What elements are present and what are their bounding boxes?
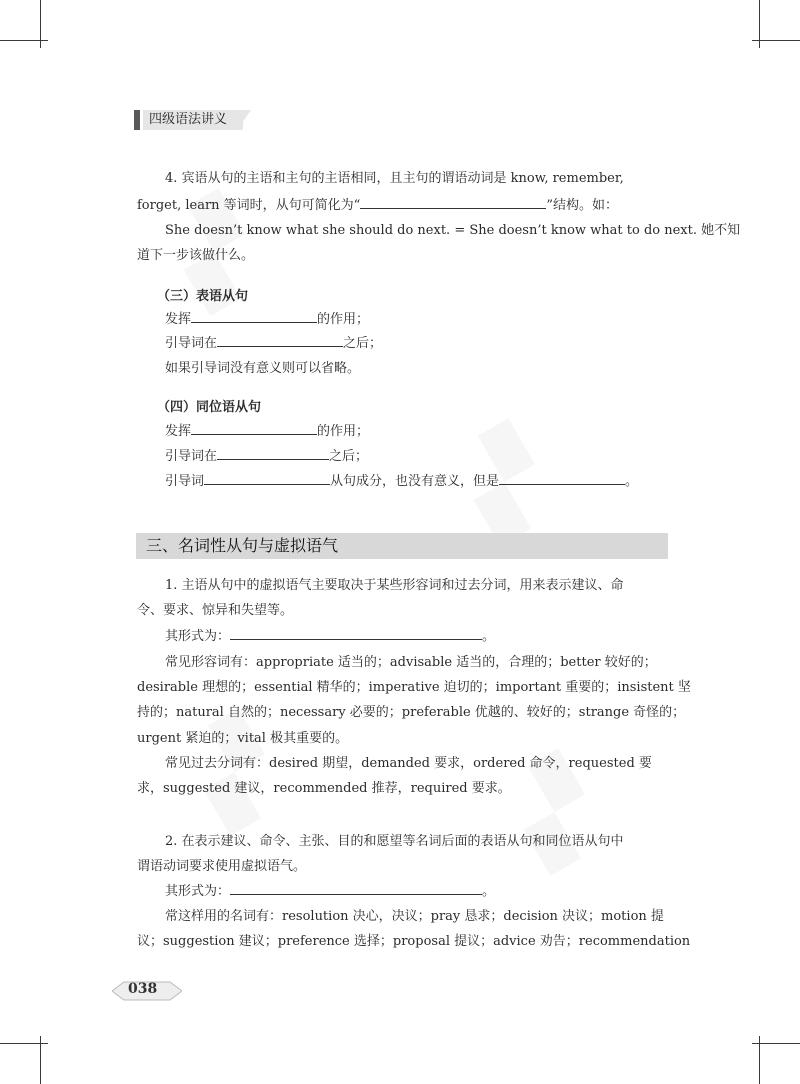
appositive-line2 <box>165 444 368 469</box>
crop-mark-top-left-h <box>0 40 48 41</box>
item4-line2-pre: forget, learn 等词时，从句可简化为“ <box>137 198 361 213</box>
appositive-line1 <box>165 419 369 444</box>
predicative-title: （三）表语从句 <box>157 289 249 304</box>
s3-form-line <box>165 624 495 649</box>
item4-line1: 4. 宾语从句的主语和主句的主语相同，且主句的谓语动词是 know, remember, <box>165 171 624 186</box>
crop-mark-bottom-left-h <box>0 1043 48 1044</box>
crop-mark-top-right-h <box>752 40 800 41</box>
answer-blank[interactable] <box>191 422 317 435</box>
item4-line2 <box>137 193 618 218</box>
item4-line2-post: ”结构。如： <box>546 198 618 213</box>
appositive-line3-post: 。 <box>625 474 639 489</box>
answer-blank[interactable] <box>217 447 329 460</box>
s3-pp-line1: 常见过去分词有：desired 期望，demanded 要求，ordered 命令，requested 要 <box>165 756 652 771</box>
s3-form2-pre: 其形式为： <box>165 884 231 899</box>
predicative-line1 <box>165 307 369 332</box>
running-head <box>134 110 246 130</box>
predicative-line2 <box>165 331 382 356</box>
s3-form2-post: 。 <box>482 884 496 899</box>
s3-p2-line1: 2. 在表示建议、命令、主张、目的和愿望等名词后面的表语从句和同位语从句中 <box>165 834 624 849</box>
s3-form-pre: 其形式为： <box>165 629 231 644</box>
appositive-title: （四）同位语从句 <box>157 400 262 415</box>
s3-noun-line1: 常这样用的名词有：resolution 决心，决议；pray 恳求；decision 决议；motion 提 <box>165 909 664 924</box>
page-number-badge <box>112 980 182 1002</box>
appositive-line1-post: 的作用； <box>317 424 370 439</box>
section-heading: 三、名词性从句与虚拟语气 <box>136 533 668 559</box>
s3-form-post: 。 <box>482 629 496 644</box>
appositive-line2-post: 之后； <box>329 449 369 464</box>
appositive-line3-pre: 引导词 <box>165 474 205 489</box>
predicative-line1-post: 的作用； <box>317 312 370 327</box>
s3-adj-line4: urgent 紧迫的；vital 极其重要的。 <box>137 731 349 746</box>
answer-blank[interactable] <box>230 627 482 640</box>
predicative-line2-post: 之后； <box>343 336 383 351</box>
answer-blank[interactable] <box>360 196 546 209</box>
answer-blank[interactable] <box>191 310 317 323</box>
appositive-line1-pre: 发挥 <box>165 424 192 439</box>
running-head-wedge <box>237 110 251 130</box>
predicative-line1-pre: 发挥 <box>165 312 192 327</box>
answer-blank[interactable] <box>217 334 343 347</box>
running-head-label: 四级语法讲义 <box>143 110 243 130</box>
answer-blank[interactable] <box>204 472 330 485</box>
s3-form2-line <box>165 879 495 904</box>
s3-adj-line2: desirable 理想的；essential 精华的；imperative 迫切的；important 重要的；insistent 坚 <box>137 680 691 695</box>
s3-adj-line1: 常见形容词有：appropriate 适当的；advisable 适当的，合理的；better 较好的； <box>165 655 657 670</box>
appositive-line2-pre: 引导词在 <box>165 449 218 464</box>
page-number: 038 <box>128 981 158 997</box>
answer-blank[interactable] <box>499 472 625 485</box>
predicative-line3: 如果引导词没有意义则可以省略。 <box>165 361 361 376</box>
s3-adj-line3: 持的；natural 自然的；necessary 必要的；preferable 优越的、较好的；strange 奇怪的； <box>137 705 686 720</box>
predicative-line2-pre: 引导词在 <box>165 336 218 351</box>
appositive-line3 <box>165 469 638 494</box>
s3-p1-line1: 1. 主语从句中的虚拟语气主要取决于某些形容词和过去分词，用来表示建议、命 <box>165 578 624 593</box>
answer-blank[interactable] <box>230 882 482 895</box>
s3-noun-line2: 议；suggestion 建议；preference 选择；proposal 提议；advice 劝告；recommendation <box>137 934 691 949</box>
s3-p1-line2: 令、要求、惊异和失望等。 <box>137 603 294 618</box>
s3-pp-line2: 求，suggested 建议，recommended 推荐，required 要求。 <box>137 781 511 796</box>
item4-example-zh: 道下一步该做什么。 <box>137 248 255 263</box>
s3-p2-line2: 谓语动词要求使用虚拟语气。 <box>137 859 307 874</box>
running-head-bar <box>134 110 140 130</box>
appositive-line3-mid: 从句成分，也没有意义，但是 <box>330 474 500 489</box>
crop-mark-bottom-right-h <box>752 1043 800 1044</box>
item4-example-en: She doesn’t know what she should do next. = She doesn’t know what to do next. 她不知 <box>165 223 741 238</box>
